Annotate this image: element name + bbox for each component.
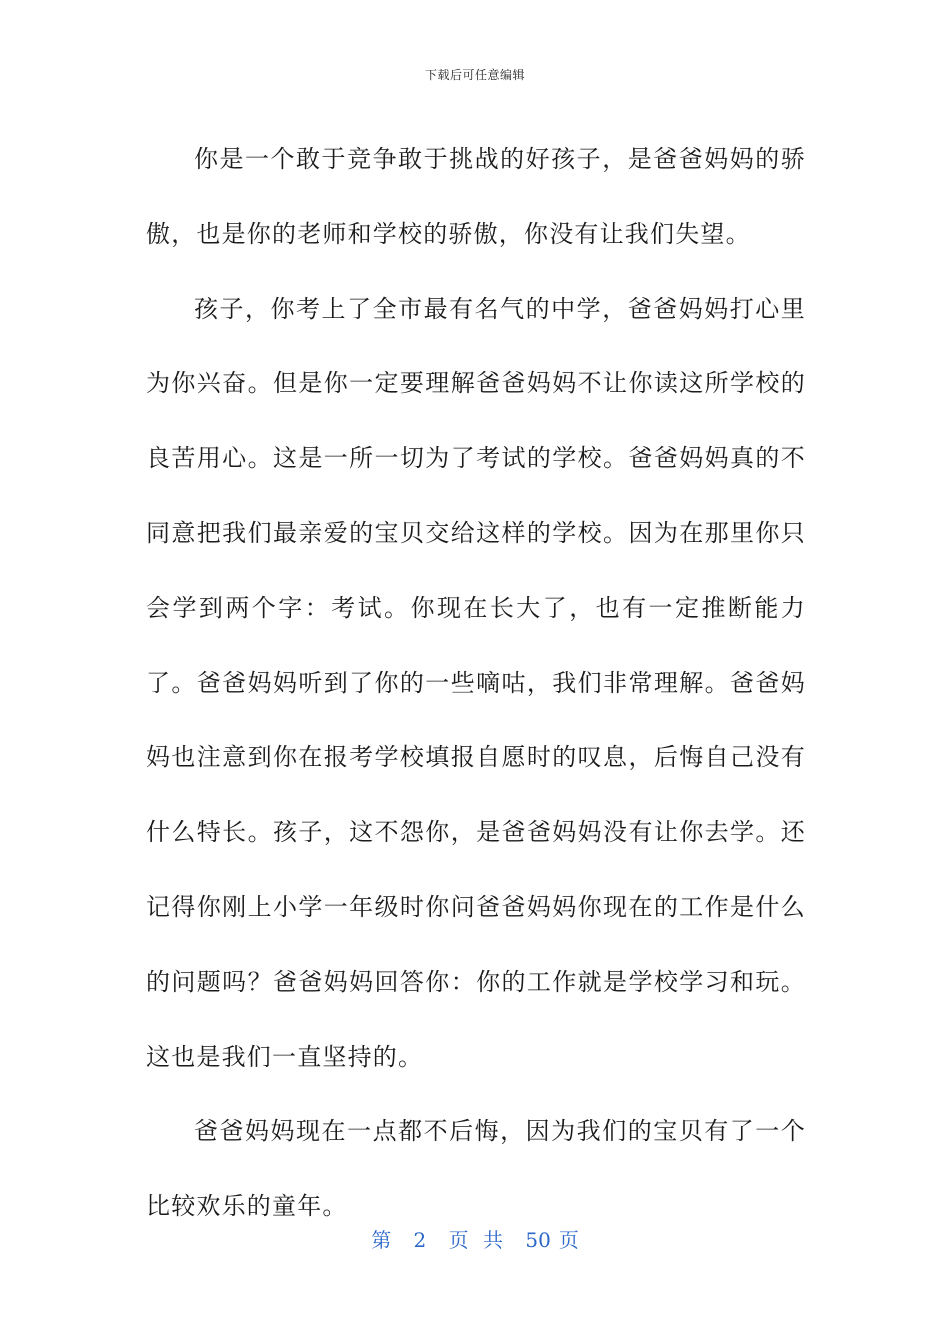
footer-prefix: 第	[371, 1228, 392, 1252]
footer-current-page: 2	[413, 1228, 427, 1252]
body-text	[146, 122, 806, 1244]
footer-middle: 页 共	[448, 1228, 503, 1252]
paragraph-1: 你是一个敢于竞争敢于挑战的好孩子，是爸爸妈妈的骄傲，也是你的老师和学校的骄傲，你没有让我们失望。	[146, 145, 806, 248]
paragraph-3: 爸爸妈妈现在一点都不后悔，因为我们的宝贝有了一个比较欢乐的童年。	[146, 1117, 806, 1221]
header-note: 下载后可任意编辑	[424, 68, 525, 82]
paragraph-2: 孩子，你考上了全市最有名气的中学，爸爸妈妈打心里为你兴奋。但是你一定要理解爸爸妈妈不让你读这所学校的良苦用心。这是一所一切为了考试的学校。爸爸妈妈真的不同意把我们最亲爱的宝贝交给这样的学校。因为在那里你只会学到两个字：考试。你现在长大了，也有一定推断能力了。爸爸妈妈听到了你的一些嘀咕，我们非常理解。爸爸妈妈也注意到你在报考学校填报自愿时的叹息，后悔自己没有什么特长。孩子，这不怨你，是爸爸妈妈没有让你去学。还记得你刚上小学一年级时你问爸爸妈妈你现在的工作是什么的问题吗？爸爸妈妈回答你：你的工作就是学校学习和玩。这也是我们一直坚持的。	[146, 294, 806, 1071]
footer-total-pages: 50	[525, 1228, 551, 1252]
footer-suffix: 页	[558, 1228, 579, 1252]
page-footer	[0, 1224, 950, 1253]
